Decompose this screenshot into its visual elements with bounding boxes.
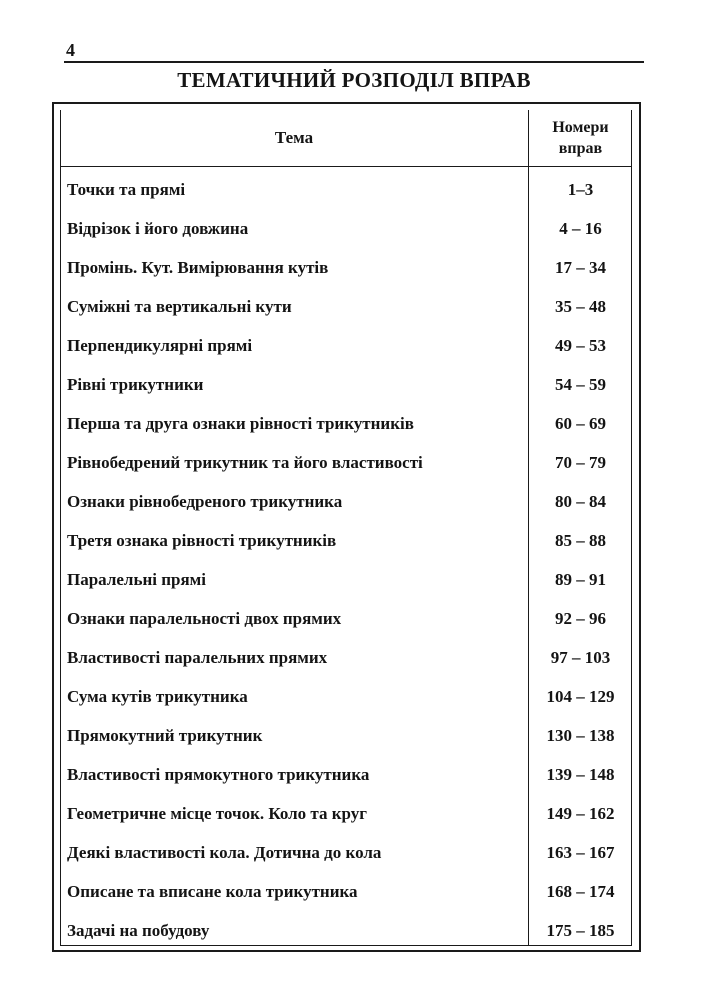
row-range: 139 – 148 — [546, 765, 615, 784]
row-range: 168 – 174 — [546, 882, 615, 901]
row-topic: Геометричне місце точок. Коло та круг — [67, 804, 367, 823]
row-range: 49 – 53 — [555, 336, 606, 355]
row-range: 60 – 69 — [555, 414, 606, 433]
table-row — [54, 599, 639, 638]
row-topic: Відрізок і його довжина — [67, 219, 249, 238]
row-range: 1–3 — [567, 180, 594, 199]
page-title: ТЕМАТИЧНИЙ РОЗПОДІЛ ВПРАВ — [177, 68, 531, 92]
table-row — [54, 794, 639, 833]
row-topic: Задачі на побудову — [67, 921, 210, 940]
topics-table — [52, 102, 641, 952]
row-range: 54 – 59 — [555, 375, 606, 394]
row-range: 97 – 103 — [550, 648, 611, 667]
table-row — [54, 482, 639, 521]
column-header-topic: Тема — [274, 128, 314, 147]
row-topic: Сума кутів трикутника — [67, 687, 248, 706]
row-range: 130 – 138 — [546, 726, 615, 745]
table-row — [54, 560, 639, 599]
row-topic: Ознаки паралельності двох прямих — [67, 609, 342, 628]
table-row — [54, 677, 639, 716]
table-row — [54, 287, 639, 326]
row-topic: Деякі властивості кола. Дотична до кола — [67, 843, 382, 862]
row-topic: Перпендикулярні прямі — [67, 336, 253, 355]
row-range: 17 – 34 — [555, 258, 606, 277]
table-row — [54, 365, 639, 404]
row-topic: Прямокутний трикутник — [67, 726, 263, 745]
row-topic: Рівні трикутники — [67, 375, 204, 394]
table-body — [54, 170, 639, 950]
row-range: 104 – 129 — [546, 687, 615, 706]
row-range: 80 – 84 — [555, 492, 606, 511]
column-header-numbers — [530, 110, 631, 166]
row-topic: Властивості прямокутного трикутника — [67, 765, 370, 784]
row-range: 175 – 185 — [546, 921, 615, 940]
row-topic: Рівнобедрений трикутник та його властивості — [67, 453, 423, 472]
row-topic: Властивості паралельних прямих — [67, 648, 328, 667]
row-range: 92 – 96 — [555, 609, 606, 628]
row-range: 70 – 79 — [555, 453, 606, 472]
row-topic: Точки та прямі — [67, 180, 186, 199]
table-row — [54, 248, 639, 287]
table-row — [54, 209, 639, 248]
table-row — [54, 326, 639, 365]
table-row — [54, 404, 639, 443]
row-range: 89 – 91 — [555, 570, 606, 589]
header-rule — [64, 61, 644, 63]
row-topic: Паралельні прямі — [67, 570, 206, 589]
column-header-numbers-line1: Номери — [552, 119, 609, 136]
row-topic: Суміжні та вертикальні кути — [67, 297, 292, 316]
table-row — [54, 833, 639, 872]
column-header-numbers-line2: вправ — [558, 140, 603, 157]
page-number: 4 — [66, 40, 75, 60]
table-row — [54, 170, 639, 209]
table-row — [54, 521, 639, 560]
row-topic: Ознаки рівнобедреного трикутника — [67, 492, 343, 511]
row-range: 163 – 167 — [546, 843, 615, 862]
row-range: 149 – 162 — [546, 804, 615, 823]
table-row — [54, 755, 639, 794]
table-row — [54, 443, 639, 482]
table-row — [54, 638, 639, 677]
table-row — [54, 911, 639, 950]
table-row — [54, 716, 639, 755]
table-row — [54, 872, 639, 911]
row-topic: Промінь. Кут. Вимірювання кутів — [67, 258, 329, 277]
row-range: 85 – 88 — [555, 531, 606, 550]
row-range: 35 – 48 — [555, 297, 606, 316]
row-range: 4 – 16 — [559, 219, 602, 238]
row-topic: Третя ознака рівності трикутників — [67, 531, 337, 550]
row-topic: Перша та друга ознаки рівності трикутників — [67, 414, 414, 433]
row-topic: Описане та вписане кола трикутника — [67, 882, 358, 901]
table-header-divider — [60, 166, 632, 167]
